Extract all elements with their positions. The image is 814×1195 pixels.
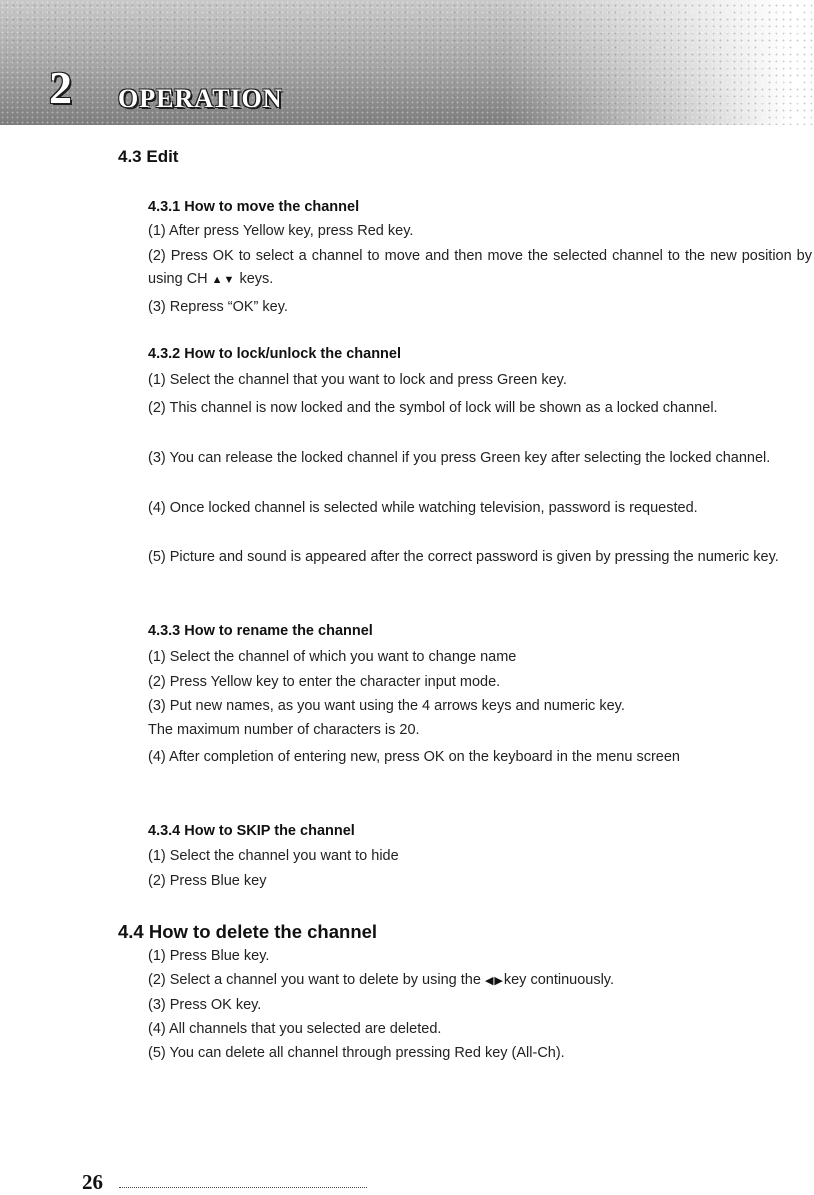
subheading-lock-channel: 4.3.2 How to lock/unlock the channel [148,346,401,362]
section-heading-edit: 4.3 Edit [118,147,179,166]
footer-dotted-rule [119,1187,367,1188]
subheading-rename-channel: 4.3.3 How to rename the channel [148,623,373,639]
lock-step-4: (4) Once locked channel is selected while watching television, password is requested. [148,500,698,516]
lock-step-5: (5) Picture and sound is appeared after the correct password is given by pressing the numeric key. [148,549,779,565]
delete-step-2-end: key continuously. [503,972,615,988]
lock-step-3: (3) You can release the locked channel if you press Green key after selecting the locked channel. [148,450,771,466]
delete-step-3: (3) Press OK key. [148,997,262,1013]
move-step-1: (1) After press Yellow key, press Red key. [148,223,414,239]
chapter-title: OPERATION [118,84,283,113]
skip-step-2: (2) Press Blue key [148,873,267,889]
rename-step-4: (4) After completion of entering new, press OK on the keyboard in the menu screen [148,749,680,765]
page-number: 26 [82,1170,103,1194]
move-step-2-text: (2) Press OK to select a channel to move and then move the selected channel to the new position by using CH [148,248,812,287]
move-step-2 [148,245,812,292]
left-right-arrows-icon: ◀▶ [484,975,504,987]
delete-step-4: (4) All channels that you selected are deleted. [148,1021,442,1037]
chapter-number: 2 [49,62,72,113]
up-down-arrows-icon: ▲▼ [211,274,236,286]
lock-step-2: (2) This channel is now locked and the symbol of lock will be shown as a locked channel. [148,400,718,416]
move-step-3: (3) Repress “OK” key. [148,299,288,315]
lock-step-1: (1) Select the channel that you want to lock and press Green key. [148,372,567,388]
subheading-move-channel: 4.3.1 How to move the channel [148,199,360,215]
chapter-banner [0,0,814,125]
rename-step-1: (1) Select the channel of which you want to change name [148,649,517,665]
delete-step-2-text: (2) Select a channel you want to delete by using the [148,972,481,988]
subheading-skip-channel: 4.3.4 How to SKIP the channel [148,823,355,839]
delete-step-2 [148,972,614,988]
delete-step-1: (1) Press Blue key. [148,948,270,964]
delete-step-5: (5) You can delete all channel through pressing Red key (All-Ch). [148,1045,565,1061]
rename-step-3: (3) Put new names, as you want using the 4 arrows keys and numeric key. [148,698,625,714]
rename-step-2: (2) Press Yellow key to enter the character input mode. [148,674,501,690]
section-heading-delete: 4.4 How to delete the channel [118,921,378,942]
skip-step-1: (1) Select the channel you want to hide [148,848,399,864]
move-step-2-end: keys. [239,271,274,287]
rename-max-note: The maximum number of characters is 20. [148,722,420,738]
